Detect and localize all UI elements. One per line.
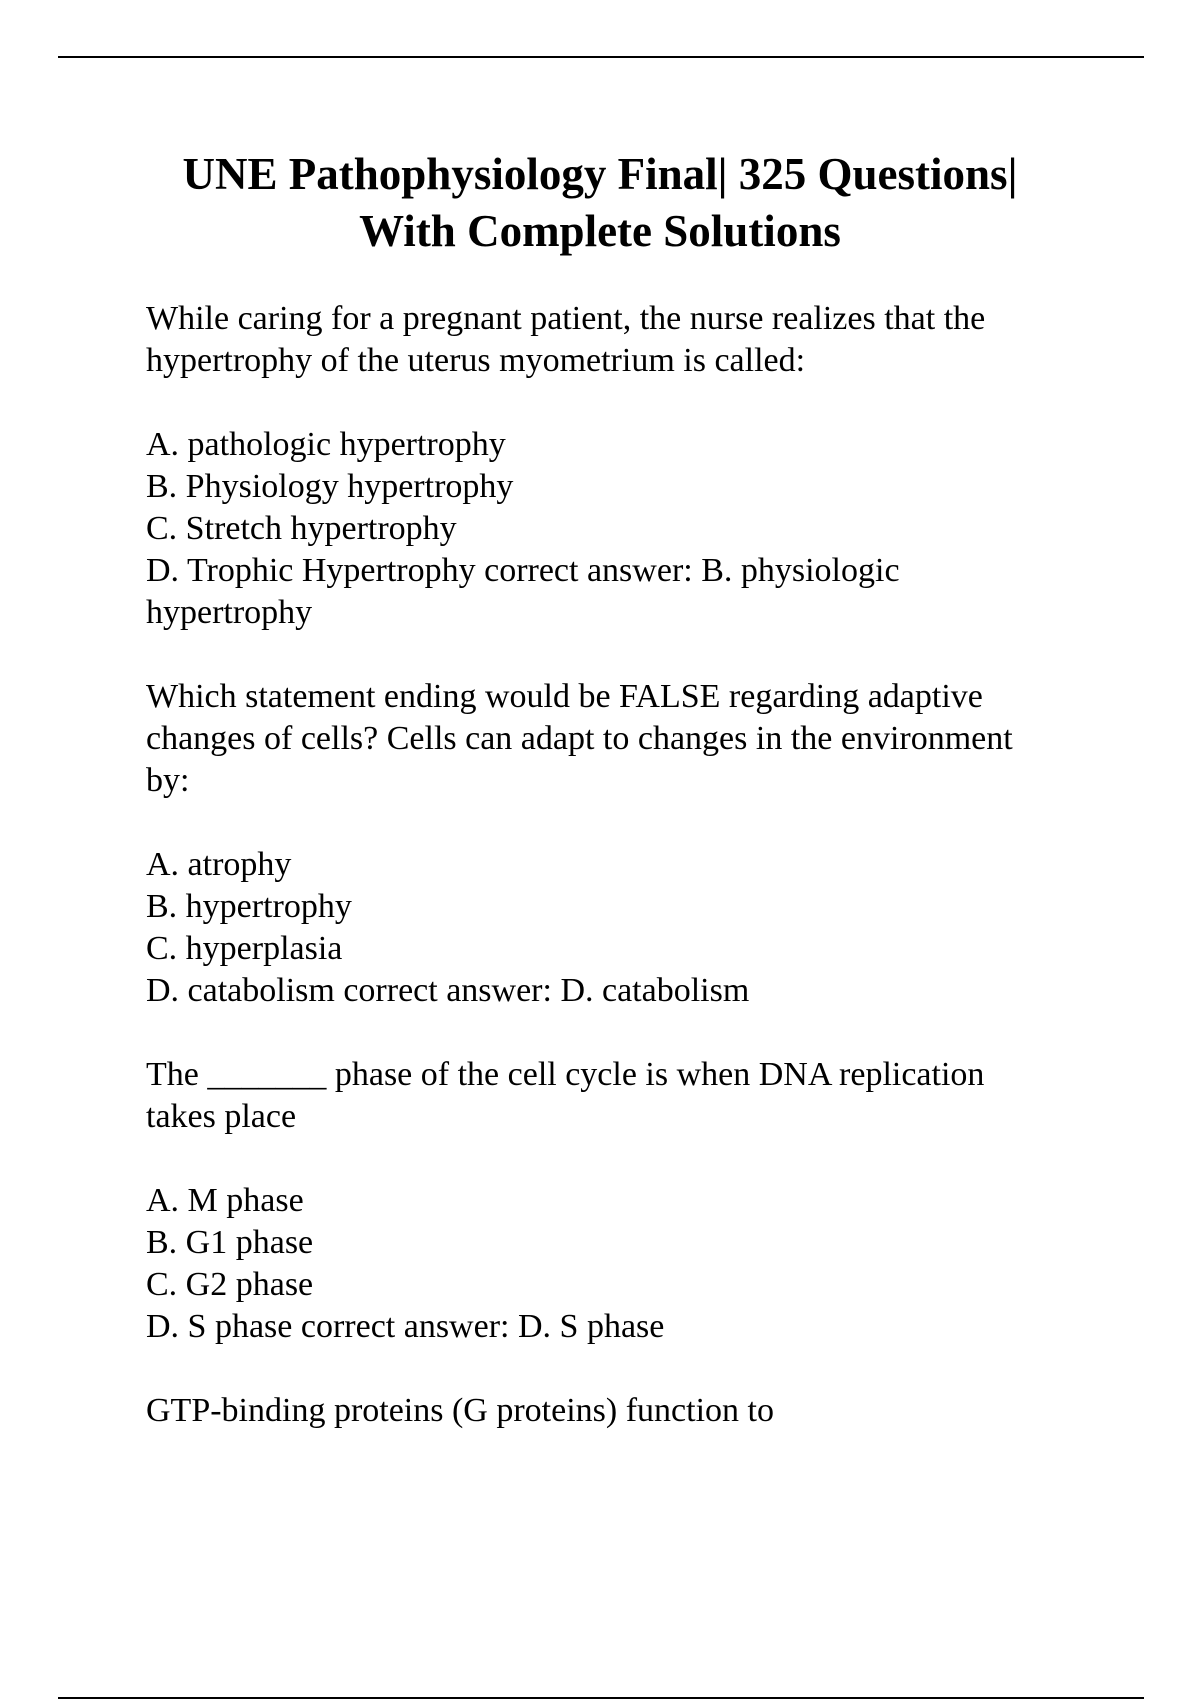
option-a: A. atrophy bbox=[146, 846, 292, 883]
option-b: B. hypertrophy bbox=[146, 888, 352, 925]
option-c: C. Stretch hypertrophy bbox=[146, 510, 457, 547]
answer-continuation: hypertrophy bbox=[146, 594, 313, 631]
option-d-with-answer: D. Trophic Hypertrophy correct answer: B. physiologic bbox=[146, 552, 900, 589]
question-1 bbox=[146, 298, 1106, 634]
stem-line: by: bbox=[146, 762, 190, 799]
option-a: A. pathologic hypertrophy bbox=[146, 426, 506, 463]
stem-line: Which statement ending would be FALSE regarding adaptive bbox=[146, 678, 983, 715]
answer-options bbox=[146, 424, 1106, 634]
question-list bbox=[146, 298, 1106, 1474]
answer-options bbox=[146, 844, 1106, 1012]
option-d-with-answer: D. catabolism correct answer: D. catabolism bbox=[146, 972, 750, 1009]
document-title bbox=[100, 146, 1100, 260]
title-line-1: UNE Pathophysiology Final| 325 Questions| bbox=[182, 149, 1018, 199]
stem-line: changes of cells? Cells can adapt to changes in the environment bbox=[146, 720, 1013, 757]
question-stem bbox=[146, 676, 1106, 802]
stem-line: hypertrophy of the uterus myometrium is called: bbox=[146, 342, 806, 379]
stem-line: The _______ phase of the cell cycle is when DNA replication bbox=[146, 1056, 985, 1093]
question-stem bbox=[146, 1054, 1106, 1138]
answer-options bbox=[146, 1180, 1106, 1348]
stem-line: While caring for a pregnant patient, the nurse realizes that the bbox=[146, 300, 986, 337]
top-divider bbox=[58, 56, 1144, 58]
option-d-with-answer: D. S phase correct answer: D. S phase bbox=[146, 1308, 665, 1345]
stem-line: takes place bbox=[146, 1098, 297, 1135]
option-b: B. G1 phase bbox=[146, 1224, 314, 1261]
bottom-divider bbox=[58, 1697, 1144, 1699]
question-4 bbox=[146, 1390, 1106, 1432]
question-stem bbox=[146, 298, 1106, 382]
title-line-2: With Complete Solutions bbox=[359, 206, 841, 256]
option-a: A. M phase bbox=[146, 1182, 304, 1219]
question-2 bbox=[146, 676, 1106, 1012]
option-b: B. Physiology hypertrophy bbox=[146, 468, 514, 505]
question-3 bbox=[146, 1054, 1106, 1348]
stem-line: GTP-binding proteins (G proteins) function to bbox=[146, 1392, 774, 1429]
question-stem bbox=[146, 1390, 1106, 1432]
option-c: C. G2 phase bbox=[146, 1266, 314, 1303]
option-c: C. hyperplasia bbox=[146, 930, 343, 967]
